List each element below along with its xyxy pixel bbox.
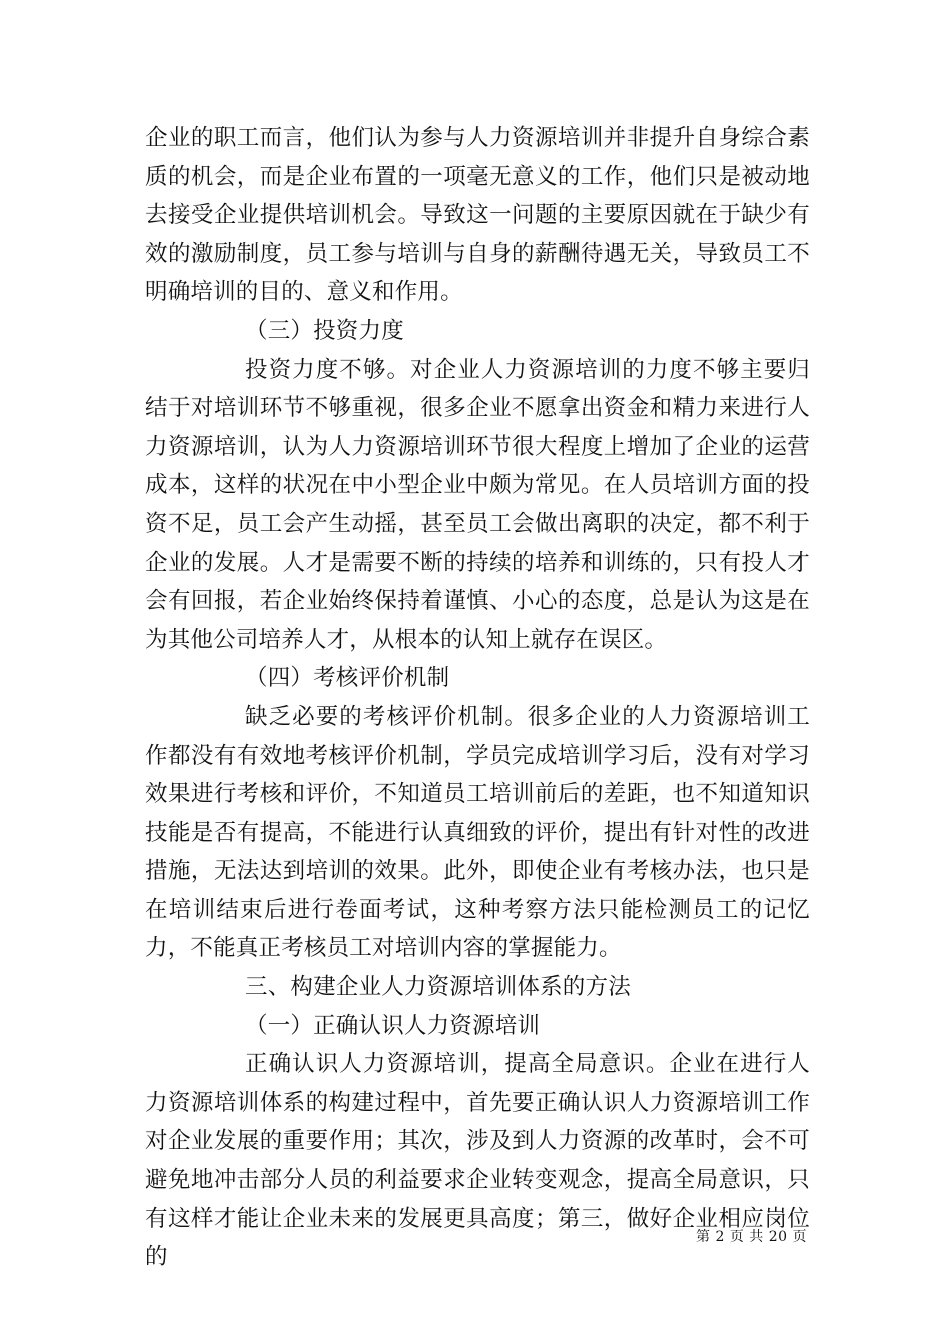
section-heading-recognition: （一）正确认识人力资源培训	[245, 1012, 541, 1039]
section-heading-investment: （三）投资力度	[245, 317, 404, 344]
paragraph-intro-continuation: 企业的职工而言，他们认为参与人力资源培训并非提升自身综合素质的机会，而是企业布置的一项毫无意义的工作，他们只是被动地去接受企业提供培训机会。导致这一问题的主要原因就在于缺少有效的激励制度，员工参与培训与自身的薪酬待遇无关，导致员工不明确培训的目的、意义和作用。	[145, 125, 810, 306]
page-number-footer: 第 2 页 共 20 页	[696, 1229, 807, 1245]
section-heading-evaluation: （四）考核评价机制	[245, 665, 450, 692]
paragraph-investment: 投资力度不够。对企业人力资源培训的力度不够主要归结于对培训环节不够重视，很多企业不愿拿出资金和精力来进行人力资源培训，认为人力资源培训环节很大程度上增加了企业的运营成本，这样的状况在中小型企业中颇为常见。在人员培训方面的投资不足，员工会产生动摇，甚至员工会做出离职的决定，都不利于企业的发展。人才是需要不断的持续的培养和训练的，只有投人才会有回报，若企业始终保持着谨慎、小心的态度，总是认为这是在为其他公司培养人才，从根本的认知上就存在误区。	[145, 356, 810, 653]
paragraph-evaluation: 缺乏必要的考核评价机制。很多企业的人力资源培训工作都没有有效地考核评价机制，学员完成培训学习后，没有对学习效果进行考核和评价，不知道员工培训前后的差距，也不知道知识技能是否有提高，不能进行认真细致的评价，提出有针对性的改进措施，无法达到培训的效果。此外，即使企业有考核办法，也只是在培训结束后进行卷面考试，这种考察方法只能检测员工的记忆力，不能真正考核员工对培训内容的掌握能力。	[145, 703, 810, 962]
paragraph-recognition: 正确认识人力资源培训，提高全局意识。企业在进行人力资源培训体系的构建过程中，首先要正确认识人力资源培训工作对企业发展的重要作用；其次，涉及到人力资源的改革时，会不可避免地冲击部分人员的利益要求企业转变观念，提高全局意识，只有这样才能让企业未来的发展更具高度；第三，做好企业相应岗位的	[145, 1051, 810, 1271]
chapter-heading-methods: 三、构建企业人力资源培训体系的方法	[245, 974, 631, 1001]
document-body	[145, 119, 810, 1277]
